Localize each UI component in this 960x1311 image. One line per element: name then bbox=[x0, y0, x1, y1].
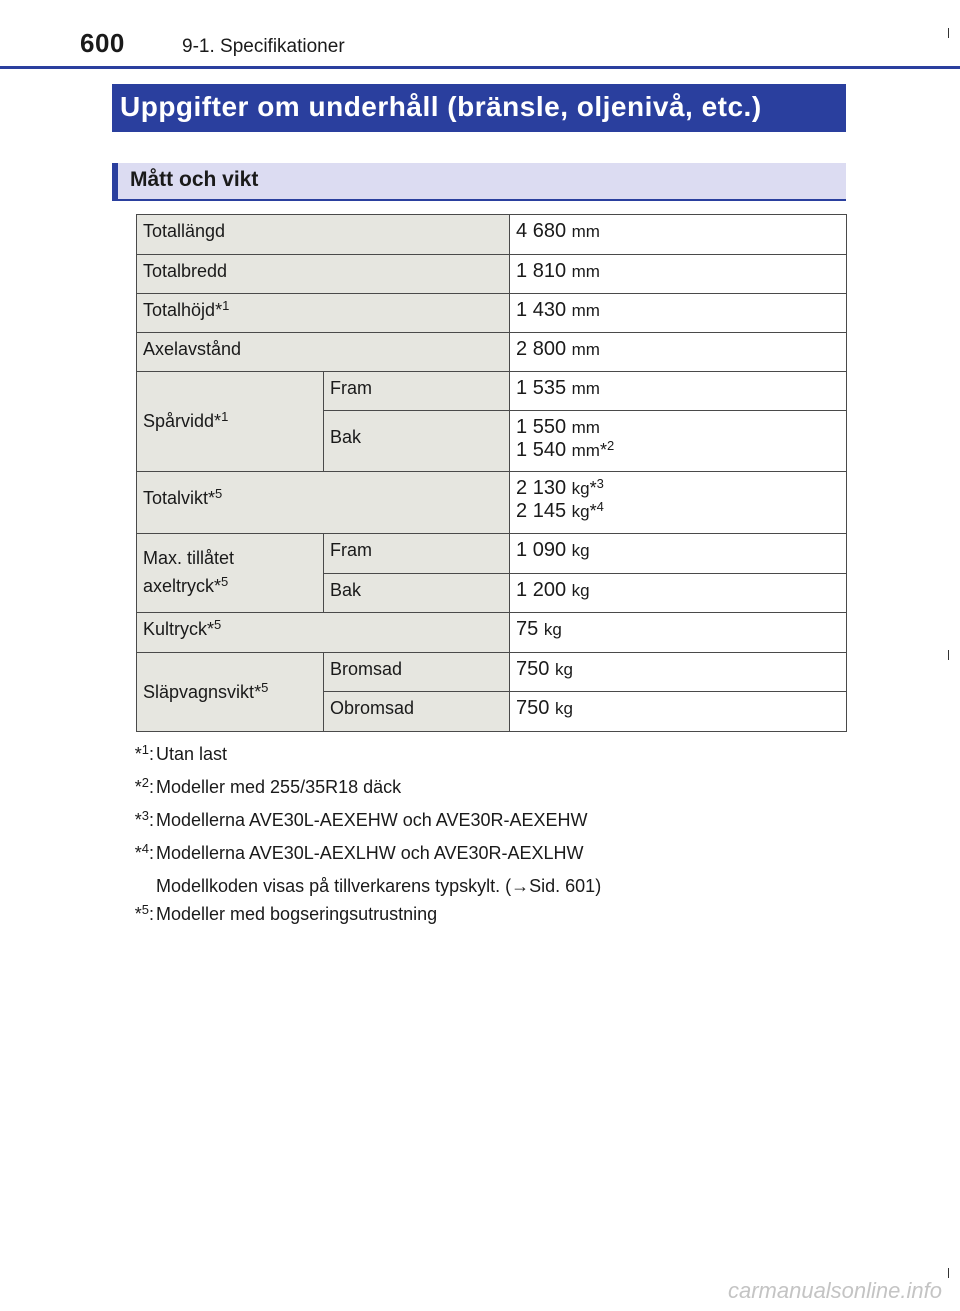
section-subtitle: Mått och vikt bbox=[112, 163, 846, 201]
row-value: 750 kg bbox=[510, 653, 847, 692]
row-label: Spårvidd*$^1$ bbox=[137, 372, 324, 472]
row-value: 2 130 kg*$^3$ 2 145 kg*$^4$ bbox=[510, 472, 847, 534]
row-value: 1 550 mm 1 540 mm*$^2$ bbox=[510, 411, 847, 472]
sub-label: Bak bbox=[324, 574, 510, 613]
row-label: Max. tillåtet axeltryck*$^5$ bbox=[137, 534, 324, 613]
row-label: Totalhöjd*$^1$ bbox=[137, 294, 510, 333]
sub-label: Fram bbox=[324, 372, 510, 411]
row-value: 1 430 mm bbox=[510, 294, 847, 333]
page-number: 600 bbox=[80, 28, 125, 58]
row-label: Totalbredd bbox=[137, 255, 510, 294]
table-row bbox=[137, 294, 847, 333]
crop-mark bbox=[948, 1268, 949, 1278]
dimensions-table bbox=[136, 214, 847, 732]
footnote: *$^3$: Modellerna AVE30L-AEXEHW och AVE30R-AEXEHW bbox=[134, 808, 588, 830]
footnote-continuation: Modellkoden visas på tillverkarens typskylt. (→Sid. 601) bbox=[156, 876, 602, 896]
row-value: 1 535 mm bbox=[510, 372, 847, 411]
footnote: *$^5$: Modeller med bogseringsutrustning bbox=[134, 902, 438, 924]
table-row bbox=[137, 653, 847, 692]
crop-mark bbox=[948, 650, 949, 660]
sub-label: Fram bbox=[324, 534, 510, 574]
table-row bbox=[137, 215, 847, 255]
row-label: Axelavstånd bbox=[137, 333, 510, 372]
table-row bbox=[137, 472, 847, 534]
row-value: 75 kg bbox=[510, 613, 847, 653]
row-value: 2 800 mm bbox=[510, 333, 847, 372]
footnote: *$^4$: Modellerna AVE30L-AEXLHW och AVE30R-AEXLHW bbox=[134, 841, 584, 863]
footnote: *$^1$: Utan last bbox=[134, 742, 228, 764]
table-row bbox=[137, 534, 847, 574]
sub-label: Obromsad bbox=[324, 692, 510, 732]
header-rule bbox=[0, 66, 960, 69]
table-row bbox=[137, 255, 847, 294]
row-label: Kultryck*$^5$ bbox=[137, 613, 510, 653]
footnote: *$^2$: Modeller med 255/35R18 däck bbox=[134, 775, 402, 797]
section-title: 9-1. Specifikationer bbox=[182, 36, 345, 57]
table-row bbox=[137, 333, 847, 372]
row-value: 1 810 mm bbox=[510, 255, 847, 294]
row-label: Släpvagnsvikt*$^5$ bbox=[137, 653, 324, 732]
row-label: Totalvikt*$^5$ bbox=[137, 472, 510, 534]
watermark: carmanualsonline.info bbox=[727, 1278, 942, 1303]
page-title: Uppgifter om underhåll (bränsle, oljenivå, etc.) bbox=[112, 84, 846, 132]
row-value: 1 200 kg bbox=[510, 574, 847, 613]
table-row bbox=[137, 613, 847, 653]
row-value: 750 kg bbox=[510, 692, 847, 732]
table-row bbox=[137, 372, 847, 411]
row-label: Totallängd bbox=[137, 215, 510, 255]
row-value: 1 090 kg bbox=[510, 534, 847, 574]
row-value: 4 680 mm bbox=[510, 215, 847, 255]
crop-mark bbox=[948, 28, 949, 38]
sub-label: Bromsad bbox=[324, 653, 510, 692]
sub-label: Bak bbox=[324, 411, 510, 472]
